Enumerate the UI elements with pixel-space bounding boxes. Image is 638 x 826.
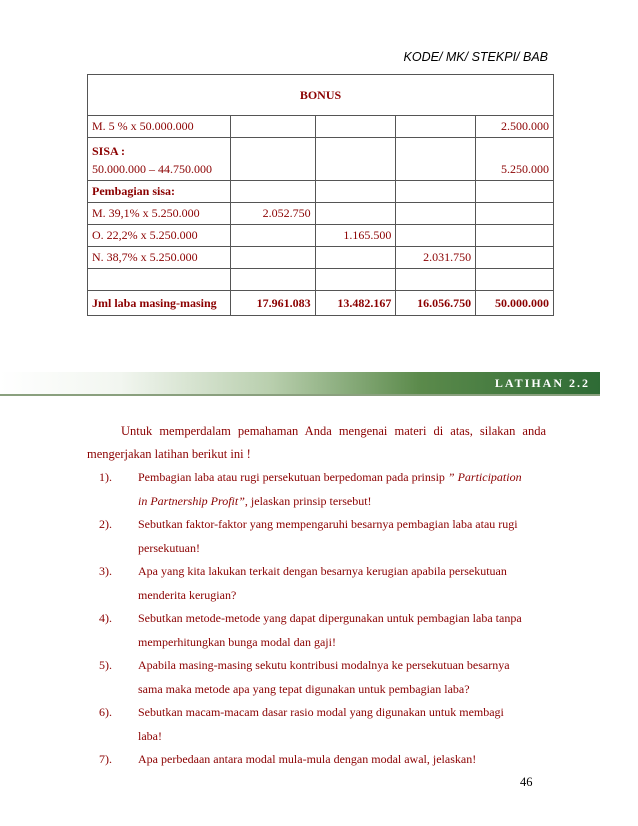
intro-paragraph (87, 420, 546, 466)
list-item (87, 513, 557, 560)
question-text: Sebutkan macam-macam dasar rasio modal yang digunakan untuk membagi (138, 705, 504, 719)
total-o: 13.482.167 (315, 291, 396, 316)
question-number: 4). (99, 611, 112, 625)
m-value: 2.052.750 (231, 203, 315, 225)
table-total-row (88, 291, 554, 316)
total-n: 16.056.750 (396, 291, 476, 316)
question-italic: in Partnership Profit” (138, 493, 245, 508)
question-number: 5). (99, 658, 112, 672)
list-item (87, 701, 557, 748)
intro-line-1: Untuk memperdalam pemahaman Anda mengenai materi di atas, silakan anda (121, 424, 546, 438)
banner-divider (0, 394, 600, 396)
table-row (88, 159, 554, 181)
question-number: 7). (99, 752, 112, 766)
question-text: Apa perbedaan antara modal mula-mula dengan modal awal, jelaskan! (138, 752, 477, 766)
question-text: persekutuan! (138, 540, 200, 555)
list-item (87, 607, 557, 654)
question-number: 6). (99, 705, 112, 719)
question-text: memperhitungkan bunga modal dan gaji! (138, 634, 336, 649)
row-label: M. 39,1% x 5.250.000 (88, 203, 231, 225)
sisa-calculation: 50.000.000 – 44.750.000 (88, 159, 231, 181)
question-text: menderita kerugian? (138, 587, 237, 602)
list-item (87, 560, 557, 607)
table-title-row (88, 75, 554, 116)
list-item (87, 466, 557, 513)
question-text: Pembagian laba atau rugi persekutuan berpedoman pada prinsip (138, 470, 448, 484)
row-label: M. 5 % x 50.000.000 (88, 116, 231, 138)
bonus-table (87, 74, 554, 316)
question-text: Sebutkan metode-metode yang dapat dipergunakan untuk pembagian laba tanpa (138, 611, 522, 625)
list-item (87, 748, 557, 772)
question-text: laba! (138, 728, 162, 743)
row-label: O. 22,2% x 5.250.000 (88, 225, 231, 247)
sisa-label: SISA : (88, 138, 231, 160)
table-row-empty (88, 269, 554, 291)
section-banner-label: LATIHAN 2.2 (494, 376, 590, 390)
question-number: 3). (99, 564, 112, 578)
intro-line-2: mengerjakan latihan berikut ini ! (87, 447, 251, 461)
o-value: 1.165.500 (315, 225, 396, 247)
row-label: N. 38,7% x 5.250.000 (88, 247, 231, 269)
page-number: 46 (520, 775, 533, 789)
table-row (88, 203, 554, 225)
question-text: sama maka metode apa yang tepat digunakan untuk pembagian laba? (138, 681, 470, 696)
table-row (88, 247, 554, 269)
table-row (88, 225, 554, 247)
question-italic: ” Participation (447, 470, 522, 484)
question-text: Sebutkan faktor-faktor yang mempengaruhi besarnya pembagian laba atau rugi (138, 517, 518, 531)
question-text: Apa yang kita lakukan terkait dengan besarnya kerugian apabila persekutuan (138, 564, 507, 578)
list-item (87, 654, 557, 701)
question-text: Apabila masing-masing sekutu kontribusi modalnya ke persekutuan besarnya (138, 658, 510, 672)
row-total: 2.500.000 (476, 116, 554, 138)
total-m: 17.961.083 (231, 291, 315, 316)
question-number: 1). (99, 470, 112, 484)
exercise-list (87, 466, 557, 772)
table-row (88, 116, 554, 138)
document-code-header: KODE/ MK/ STEKPI/ BAB (403, 50, 548, 64)
table-row (88, 138, 554, 160)
pembagian-label: Pembagian sisa: (88, 181, 231, 203)
n-value: 2.031.750 (396, 247, 476, 269)
table-row (88, 181, 554, 203)
total-label: Jml laba masing-masing (88, 291, 231, 316)
sisa-total: 5.250.000 (476, 159, 554, 181)
question-number: 2). (99, 517, 112, 531)
total-all: 50.000.000 (476, 291, 554, 316)
table-title: BONUS (88, 75, 554, 116)
question-text: , jelaskan prinsip tersebut! (244, 493, 372, 508)
